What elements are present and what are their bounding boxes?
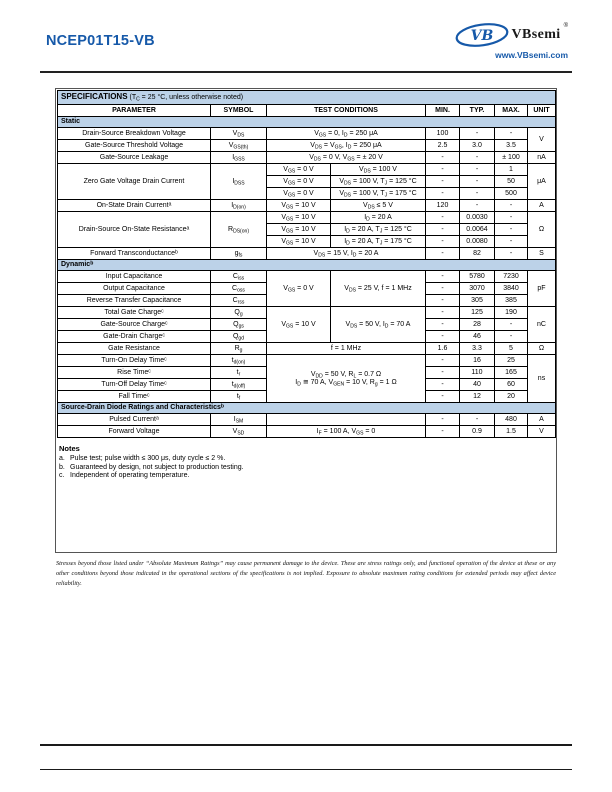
param-cell: Gate-Source Charge$^c$ bbox=[58, 319, 211, 331]
max-cell: 500 bbox=[495, 188, 528, 200]
min-cell: - bbox=[426, 248, 460, 260]
param-cell: Drain-Source On-State Resistance$^a$ bbox=[58, 212, 211, 248]
typ-cell: 125 bbox=[460, 307, 495, 319]
min-cell: - bbox=[426, 414, 460, 426]
specifications-box bbox=[55, 88, 557, 553]
cond-cell: $V_{GS} = 0$ V bbox=[267, 188, 331, 200]
min-cell: - bbox=[426, 188, 460, 200]
min-cell: - bbox=[426, 426, 460, 438]
max-cell: - bbox=[495, 128, 528, 140]
max-cell: ± 100 bbox=[495, 152, 528, 164]
note-text: Guaranteed by design, not subject to production testing. bbox=[70, 463, 244, 471]
typ-cell: 0.9 bbox=[460, 426, 495, 438]
svg-text:VB: VB bbox=[470, 28, 493, 44]
min-cell: - bbox=[426, 283, 460, 295]
max-cell: 50 bbox=[495, 176, 528, 188]
typ-cell: 0.0030 bbox=[460, 212, 495, 224]
section-row-diode bbox=[58, 403, 556, 414]
unit-cell: Ω bbox=[528, 343, 556, 355]
cond-cell: $V_{GS} = 10$ V bbox=[267, 307, 331, 343]
max-cell: 7230 bbox=[495, 271, 528, 283]
table-row bbox=[58, 212, 556, 224]
cond-cell: $V_{DS} = 100$ V, $T_J = 125$ °C bbox=[331, 176, 426, 188]
cond-cell: $I_D = 20$ A bbox=[331, 212, 426, 224]
symbol-cell: $Q_{gs}$ bbox=[211, 319, 267, 331]
section-row-static bbox=[58, 117, 556, 128]
param-cell: Forward Voltage bbox=[58, 426, 211, 438]
column-header-unit: UNIT bbox=[528, 105, 556, 117]
typ-cell: - bbox=[460, 200, 495, 212]
symbol-cell: $I_{GSS}$ bbox=[211, 152, 267, 164]
param-cell: Turn-Off Delay Time$^c$ bbox=[58, 379, 211, 391]
note-label: b. bbox=[59, 463, 65, 471]
cond-cell: $V_{DS} \le 5$ V bbox=[331, 200, 426, 212]
cond-cell: $V_{GS} = 0$ V bbox=[267, 271, 331, 307]
max-cell: 385 bbox=[495, 295, 528, 307]
note-label: a. bbox=[59, 455, 65, 462]
symbol-cell: $Q_g$ bbox=[211, 307, 267, 319]
param-cell: Drain-Source Breakdown Voltage bbox=[58, 128, 211, 140]
symbol-cell: $I_{SM}$ bbox=[211, 414, 267, 426]
cond-cell: $V_{GS} = 10$ V bbox=[267, 224, 331, 236]
column-header-typ: TYP. bbox=[460, 105, 495, 117]
max-cell: - bbox=[495, 319, 528, 331]
max-cell: - bbox=[495, 331, 528, 343]
unit-cell: V bbox=[528, 426, 556, 438]
min-cell: - bbox=[426, 176, 460, 188]
section-label: Dynamic$^b$ bbox=[58, 260, 556, 271]
table-row bbox=[58, 164, 556, 176]
typ-cell: - bbox=[460, 188, 495, 200]
param-cell: Reverse Transfer Capacitance bbox=[58, 295, 211, 307]
cond-cell: $V_{DS} = 100$ V bbox=[331, 164, 426, 176]
brand-name: VBsemi bbox=[511, 27, 561, 42]
max-cell: 190 bbox=[495, 307, 528, 319]
symbol-cell: $I_{DSS}$ bbox=[211, 164, 267, 200]
vb-ellipse-logo-icon bbox=[455, 22, 509, 48]
section-row-dynamic bbox=[58, 260, 556, 271]
min-cell: - bbox=[426, 367, 460, 379]
param-cell: On-State Drain Current$^a$ bbox=[58, 200, 211, 212]
cond-line-1: $V_{DD} = 50$ V, $R_L = 0.7$ Ω bbox=[310, 371, 382, 380]
max-cell: 3840 bbox=[495, 283, 528, 295]
cond-cell: $V_{GS} = 0$ V bbox=[267, 176, 331, 188]
max-cell: - bbox=[495, 248, 528, 260]
table-row bbox=[58, 343, 556, 355]
symbol-cell: $V_{GS(th)}$ bbox=[211, 140, 267, 152]
cond-cell: $V_{GS} = 10$ V bbox=[267, 200, 331, 212]
min-cell: - bbox=[426, 319, 460, 331]
footer-rule-top bbox=[40, 744, 572, 746]
min-cell: 2.5 bbox=[426, 140, 460, 152]
cond-cell: $V_{GS} = 0$, $I_D = 250$ μA bbox=[267, 128, 426, 140]
typ-cell: - bbox=[460, 128, 495, 140]
footer-rule-bottom bbox=[40, 769, 572, 770]
table-header-row bbox=[58, 105, 556, 117]
table-row bbox=[58, 200, 556, 212]
table-row bbox=[58, 248, 556, 260]
max-cell: - bbox=[495, 212, 528, 224]
typ-cell: 40 bbox=[460, 379, 495, 391]
unit-cell: μA bbox=[528, 164, 556, 200]
note-text: Pulse test; pulse width ≤ 300 μs, duty cycle ≤ 2 %. bbox=[70, 455, 226, 462]
typ-cell: - bbox=[460, 414, 495, 426]
max-cell: - bbox=[495, 224, 528, 236]
header-divider bbox=[40, 71, 572, 73]
min-cell: - bbox=[426, 212, 460, 224]
min-cell: - bbox=[426, 307, 460, 319]
section-label: Source-Drain Diode Ratings and Characteristics$^b$ bbox=[58, 403, 556, 414]
symbol-cell: $C_{oss}$ bbox=[211, 283, 267, 295]
cond-cell: $V_{DS} = 0$ V, $V_{GS}$ = ± 20 V bbox=[267, 152, 426, 164]
min-cell: - bbox=[426, 391, 460, 403]
min-cell: - bbox=[426, 224, 460, 236]
table-row bbox=[58, 271, 556, 283]
param-cell: Rise Time$^c$ bbox=[58, 367, 211, 379]
param-cell: Fall Time$^c$ bbox=[58, 391, 211, 403]
column-header-parameter: PARAMETER bbox=[58, 105, 211, 117]
unit-cell: Ω bbox=[528, 212, 556, 248]
param-cell: Total Gate Charge$^c$ bbox=[58, 307, 211, 319]
max-cell: 1 bbox=[495, 164, 528, 176]
unit-cell: V bbox=[528, 128, 556, 152]
param-cell: Gate-Source Threshold Voltage bbox=[58, 140, 211, 152]
table-row bbox=[58, 140, 556, 152]
symbol-cell: $R_g$ bbox=[211, 343, 267, 355]
note-text: Independent of operating temperature. bbox=[70, 472, 190, 479]
typ-cell: 46 bbox=[460, 331, 495, 343]
min-cell: - bbox=[426, 152, 460, 164]
typ-cell: 0.0064 bbox=[460, 224, 495, 236]
min-cell: - bbox=[426, 379, 460, 391]
note-item bbox=[59, 464, 555, 471]
symbol-cell: $t_{d(off)}$ bbox=[211, 379, 267, 391]
min-cell: 120 bbox=[426, 200, 460, 212]
param-cell: Zero Gate Voltage Drain Current bbox=[58, 164, 211, 200]
unit-cell: A bbox=[528, 414, 556, 426]
max-cell: 1.5 bbox=[495, 426, 528, 438]
max-cell: 20 bbox=[495, 391, 528, 403]
cond-cell bbox=[267, 355, 426, 403]
min-cell: - bbox=[426, 271, 460, 283]
spec-title-bar bbox=[58, 91, 556, 105]
typ-cell: - bbox=[460, 164, 495, 176]
cond-cell: $V_{DS} = 15$ V, $I_D = 20$ A bbox=[267, 248, 426, 260]
note-item bbox=[59, 472, 555, 479]
symbol-cell: $R_{DS(on)}$ bbox=[211, 212, 267, 248]
typ-cell: 305 bbox=[460, 295, 495, 307]
notes-title: Notes bbox=[59, 444, 80, 453]
symbol-cell: $t_r$ bbox=[211, 367, 267, 379]
part-number: NCEP01T15-VB bbox=[46, 33, 155, 49]
max-cell: 60 bbox=[495, 379, 528, 391]
cond-line-2: $I_D$ ≅ 70 A, $V_{GEN} = 10$ V, $R_g = 1$ Ω bbox=[295, 378, 397, 387]
param-cell: Pulsed Current$^a$ bbox=[58, 414, 211, 426]
unit-cell: S bbox=[528, 248, 556, 260]
typ-cell: 28 bbox=[460, 319, 495, 331]
param-cell: Gate-Source Leakage bbox=[58, 152, 211, 164]
table-row bbox=[58, 426, 556, 438]
typ-cell: 3070 bbox=[460, 283, 495, 295]
max-cell: 480 bbox=[495, 414, 528, 426]
cond-cell: $V_{GS} = 10$ V bbox=[267, 212, 331, 224]
spec-title: SPECIFICATIONS bbox=[61, 92, 128, 102]
param-cell: Input Capacitance bbox=[58, 271, 211, 283]
unit-cell: pF bbox=[528, 271, 556, 307]
disclaimer-text: Stresses beyond those listed under “Absolute Maximum Ratings” may cause permanent damage to the device. These are stress ratings only, and functional operation of the device at these or any other conditions beyond those indicated in the operational sections of the specifications is not implied. Exposure to absolute maximum rating conditions for extended periods may affect device reliability. bbox=[56, 560, 556, 587]
cond-cell: $I_D = 20$ A, $T_J = 125$ °C bbox=[331, 224, 426, 236]
cond-cell: $I_F = 100$ A, $V_{GS} = 0$ bbox=[267, 426, 426, 438]
cond-cell: f = 1 MHz bbox=[267, 343, 426, 355]
symbol-cell: $C_{rss}$ bbox=[211, 295, 267, 307]
min-cell: 1.6 bbox=[426, 343, 460, 355]
cond-cell: $V_{DS} = 25$ V, f = 1 MHz bbox=[331, 271, 426, 307]
cond-cell: $V_{DS} = 100$ V, $T_J = 175$ °C bbox=[331, 188, 426, 200]
vbsemi-logo bbox=[455, 22, 568, 60]
max-cell: - bbox=[495, 200, 528, 212]
column-header-symbol: SYMBOL bbox=[211, 105, 267, 117]
unit-cell: ns bbox=[528, 355, 556, 403]
typ-cell: 3.3 bbox=[460, 343, 495, 355]
table-row bbox=[58, 152, 556, 164]
max-cell: 25 bbox=[495, 355, 528, 367]
cond-cell bbox=[267, 414, 426, 426]
max-cell: - bbox=[495, 236, 528, 248]
min-cell: - bbox=[426, 295, 460, 307]
table-row bbox=[58, 128, 556, 140]
min-cell: 100 bbox=[426, 128, 460, 140]
section-label: Static bbox=[58, 117, 556, 128]
typ-cell: 3.0 bbox=[460, 140, 495, 152]
column-header-test-conditions: TEST CONDITIONS bbox=[267, 105, 426, 117]
cond-cell: $V_{DS} = 50$ V, $I_D = 70$ A bbox=[331, 307, 426, 343]
column-header-max: MAX. bbox=[495, 105, 528, 117]
cond-cell: $I_D = 20$ A, $T_J = 175$ °C bbox=[331, 236, 426, 248]
spec-title-cell bbox=[58, 91, 556, 105]
registered-trademark-icon: ® bbox=[563, 23, 568, 29]
logo-row bbox=[455, 22, 568, 48]
typ-cell: 5780 bbox=[460, 271, 495, 283]
notes-section bbox=[59, 444, 555, 479]
cond-cell: $V_{GS} = 10$ V bbox=[267, 236, 331, 248]
column-header-min: MIN. bbox=[426, 105, 460, 117]
table-row bbox=[58, 414, 556, 426]
unit-cell: nC bbox=[528, 307, 556, 343]
min-cell: - bbox=[426, 236, 460, 248]
unit-cell: nA bbox=[528, 152, 556, 164]
typ-cell: 110 bbox=[460, 367, 495, 379]
max-cell: 3.5 bbox=[495, 140, 528, 152]
typ-cell: 82 bbox=[460, 248, 495, 260]
cond-cell: $V_{DS} = V_{GS}$, $I_D = 250$ μA bbox=[267, 140, 426, 152]
param-cell: Output Capacitance bbox=[58, 283, 211, 295]
symbol-cell: $I_{D(on)}$ bbox=[211, 200, 267, 212]
cond-cell: $V_{GS} = 0$ V bbox=[267, 164, 331, 176]
typ-cell: - bbox=[460, 152, 495, 164]
param-cell: Turn-On Delay Time$^c$ bbox=[58, 355, 211, 367]
symbol-cell: $V_{SD}$ bbox=[211, 426, 267, 438]
min-cell: - bbox=[426, 164, 460, 176]
param-cell: Forward Transconductance$^b$ bbox=[58, 248, 211, 260]
symbol-cell: $t_f$ bbox=[211, 391, 267, 403]
param-cell: Gate-Drain Charge$^c$ bbox=[58, 331, 211, 343]
table-row bbox=[58, 307, 556, 319]
typ-cell: 16 bbox=[460, 355, 495, 367]
note-item bbox=[59, 455, 555, 462]
symbol-cell: $Q_{gd}$ bbox=[211, 331, 267, 343]
min-cell: - bbox=[426, 355, 460, 367]
typ-cell: - bbox=[460, 176, 495, 188]
param-cell: Gate Resistance bbox=[58, 343, 211, 355]
symbol-cell: $C_{iss}$ bbox=[211, 271, 267, 283]
spec-title-conditions: ($T_C = 25$ °C, unless otherwise noted) bbox=[129, 94, 244, 103]
table-row bbox=[58, 355, 556, 367]
max-cell: 165 bbox=[495, 367, 528, 379]
typ-cell: 0.0080 bbox=[460, 236, 495, 248]
symbol-cell: $g_{fs}$ bbox=[211, 248, 267, 260]
symbol-cell: $V_{DS}$ bbox=[211, 128, 267, 140]
max-cell: 5 bbox=[495, 343, 528, 355]
symbol-cell: $t_{d(on)}$ bbox=[211, 355, 267, 367]
unit-cell: A bbox=[528, 200, 556, 212]
min-cell: - bbox=[426, 331, 460, 343]
note-label: c. bbox=[59, 472, 65, 479]
specifications-table bbox=[57, 90, 556, 438]
typ-cell: 12 bbox=[460, 391, 495, 403]
brand-url[interactable]: www.VBsemi.com bbox=[495, 50, 568, 60]
